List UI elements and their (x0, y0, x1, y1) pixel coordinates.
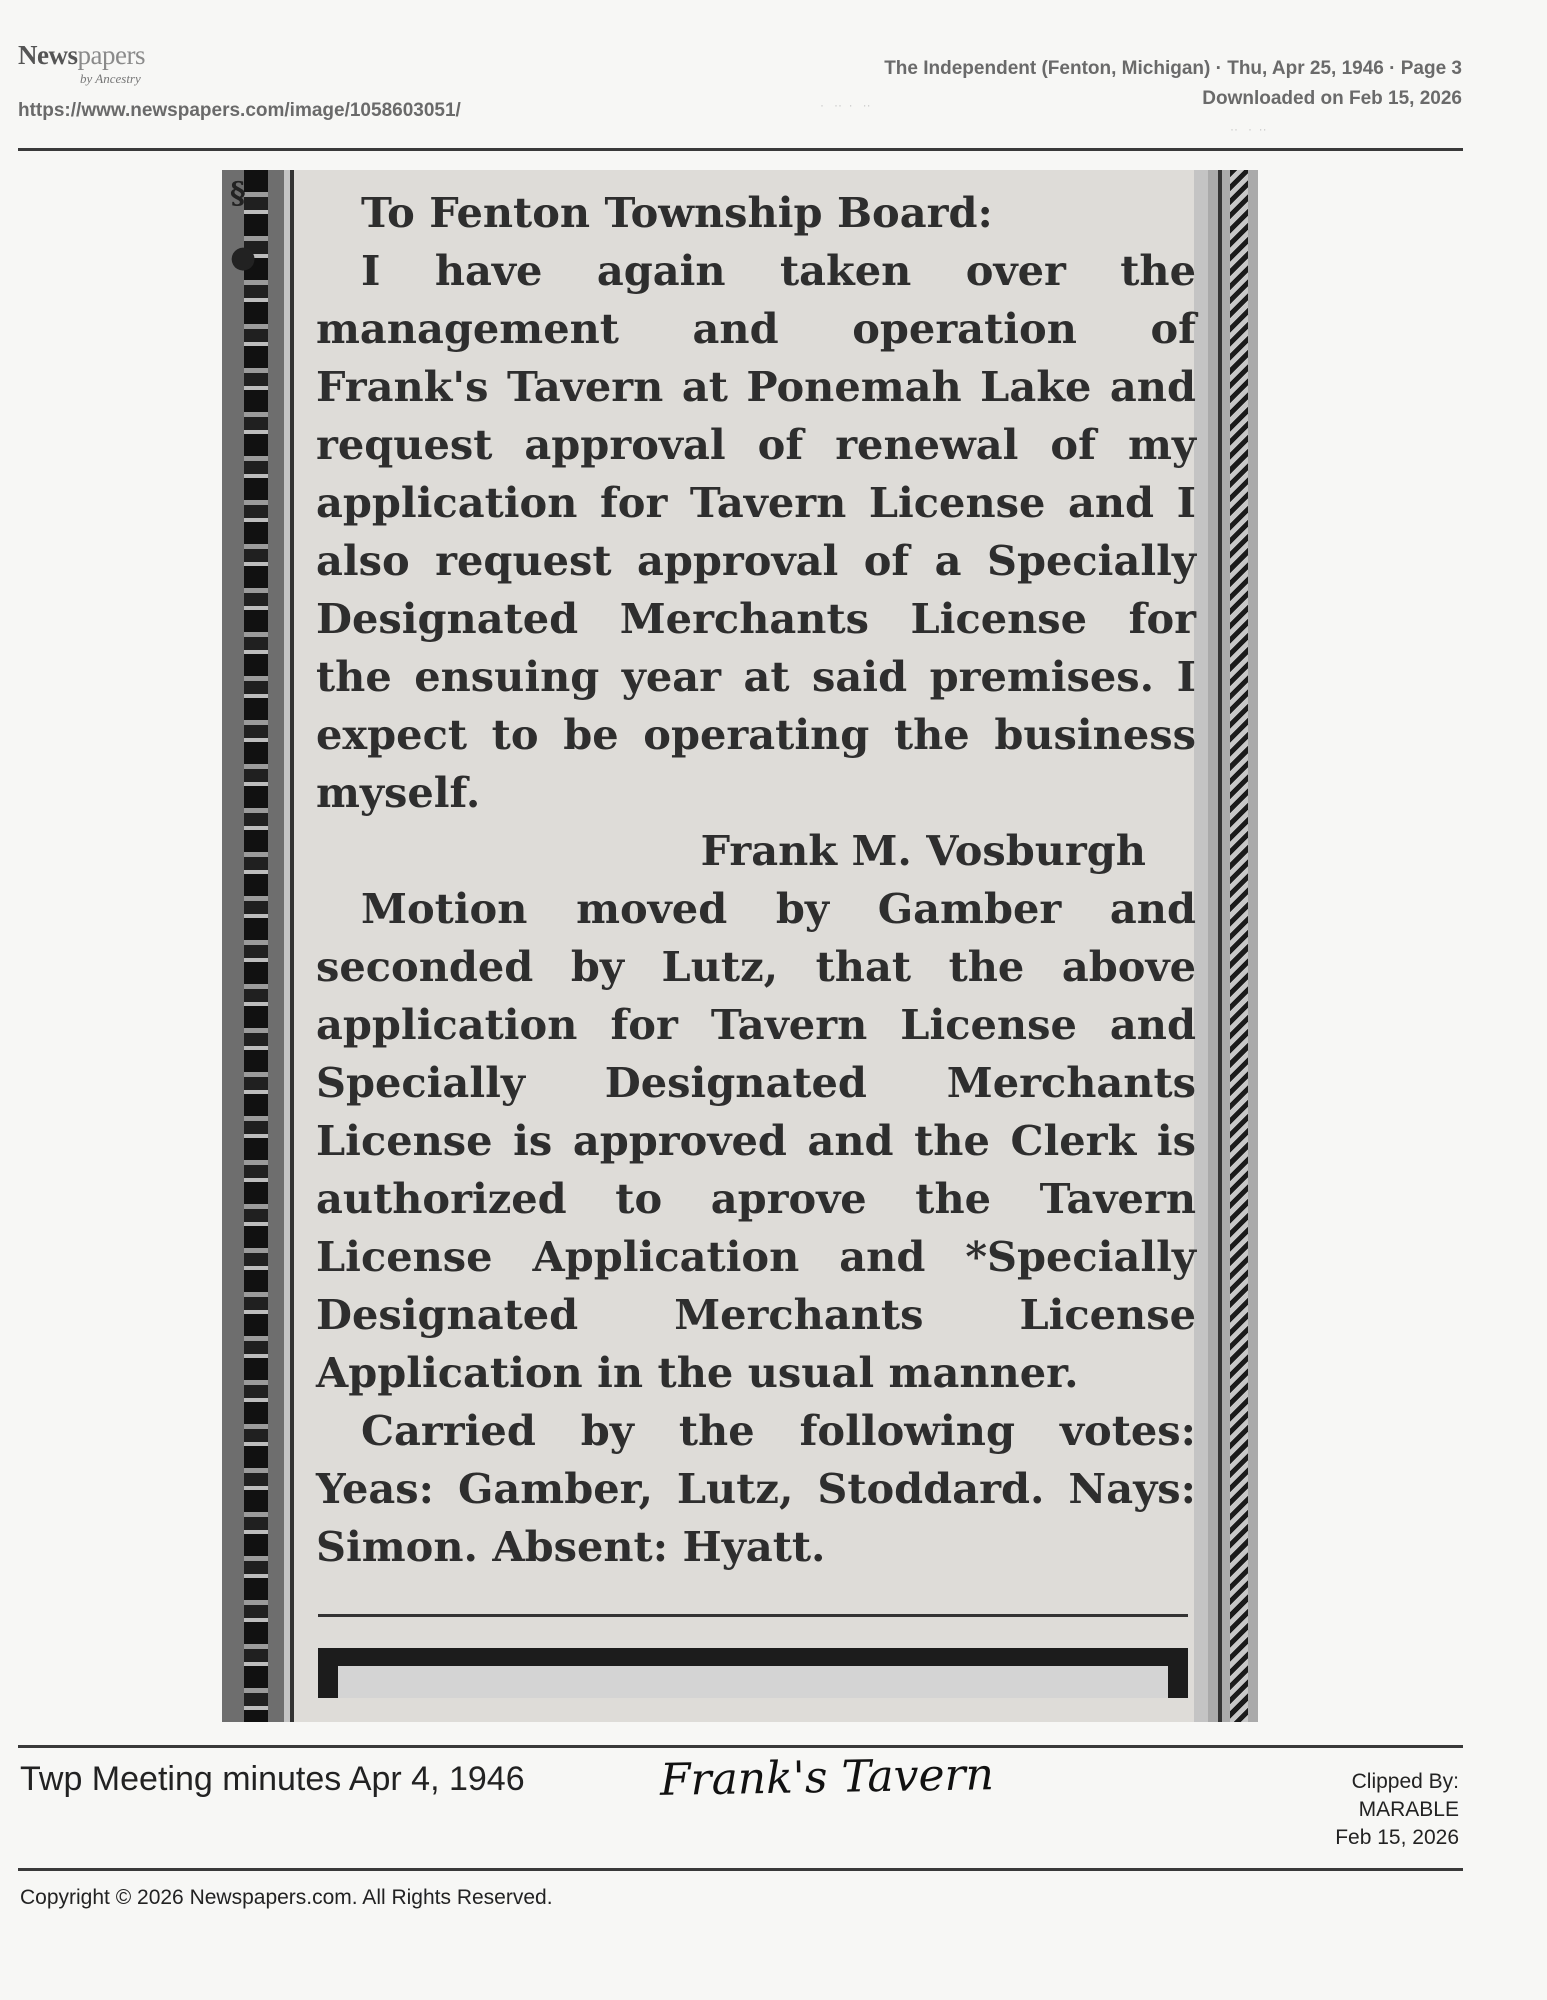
clipping-caption: Twp Meeting minutes Apr 4, 1946 (20, 1760, 525, 1798)
handwritten-note: Frank's Tavern (659, 1749, 995, 1806)
logo-text-light: papers (77, 40, 145, 70)
edge-glyph: § (230, 176, 246, 211)
article-paragraph: Motion moved by Gamber and seconded by Lutz, that the above application for Tavern License and Specially Designated Merchants License is approved and the Clerk is authorized to aprove the Tavern License Application and *Specially Designated Merchants License Application in the usual manner. (316, 884, 1196, 1397)
clipped-by-user: MARABLE (1358, 1798, 1459, 1821)
clipped-date: Feb 15, 2026 (1335, 1826, 1459, 1849)
article-paragraph: I have again taken over the management and operation of Frank's Tavern at Ponemah Lake and request approval of renewal of my application for Tavern License and I also request approval of a Specially Designated Merchants License for the ensuing year at said premises. I expect to be operating the business myself. (316, 246, 1196, 817)
newspapers-logo (18, 40, 145, 86)
copyright-notice: Copyright © 2026 Newspapers.com. All Rights Reserved. (20, 1886, 553, 1909)
footer-rule-top (18, 1745, 1463, 1748)
column-texture (244, 170, 268, 1722)
logo-subtitle: by Ancestry (80, 71, 141, 86)
article-paragraph: Carried by the following votes: Yeas: Gamber, Lutz, Stoddard. Nays: Simon. Absent: Hyatt. (316, 1406, 1196, 1571)
right-column-rule (1218, 170, 1222, 1722)
image-url: https://www.newspapers.com/image/1058603051/ (18, 100, 461, 121)
next-article-border (318, 1648, 1188, 1698)
bleed-through-text: · ·· · ·· (820, 98, 871, 112)
footer-rule-bottom (18, 1868, 1463, 1871)
download-date: Downloaded on Feb 15, 2026 (1202, 88, 1462, 109)
logo-text-bold: News (18, 40, 78, 70)
clipped-by-info (1335, 1768, 1459, 1852)
article-heading: To Fenton Township Board: (361, 188, 993, 237)
right-border (1208, 170, 1258, 1722)
clipped-by-label: Clipped By: (1351, 1770, 1459, 1793)
adjacent-column-edge (222, 170, 284, 1722)
article-body (316, 184, 1196, 1576)
newspaper-clipping (222, 170, 1258, 1722)
edge-glyph: ● (230, 240, 257, 275)
article-end-rule (318, 1614, 1188, 1617)
publication-line: The Independent (Fenton, Michigan) · Thu, Apr 25, 1946 · Page 3 (884, 58, 1462, 79)
article-signature: Frank M. Vosburgh (700, 826, 1146, 875)
header-rule (18, 148, 1463, 151)
bleed-through-text: ·· · ·· (1230, 122, 1267, 136)
decorative-rope-border (1230, 170, 1248, 1722)
publication-info (884, 54, 1462, 114)
